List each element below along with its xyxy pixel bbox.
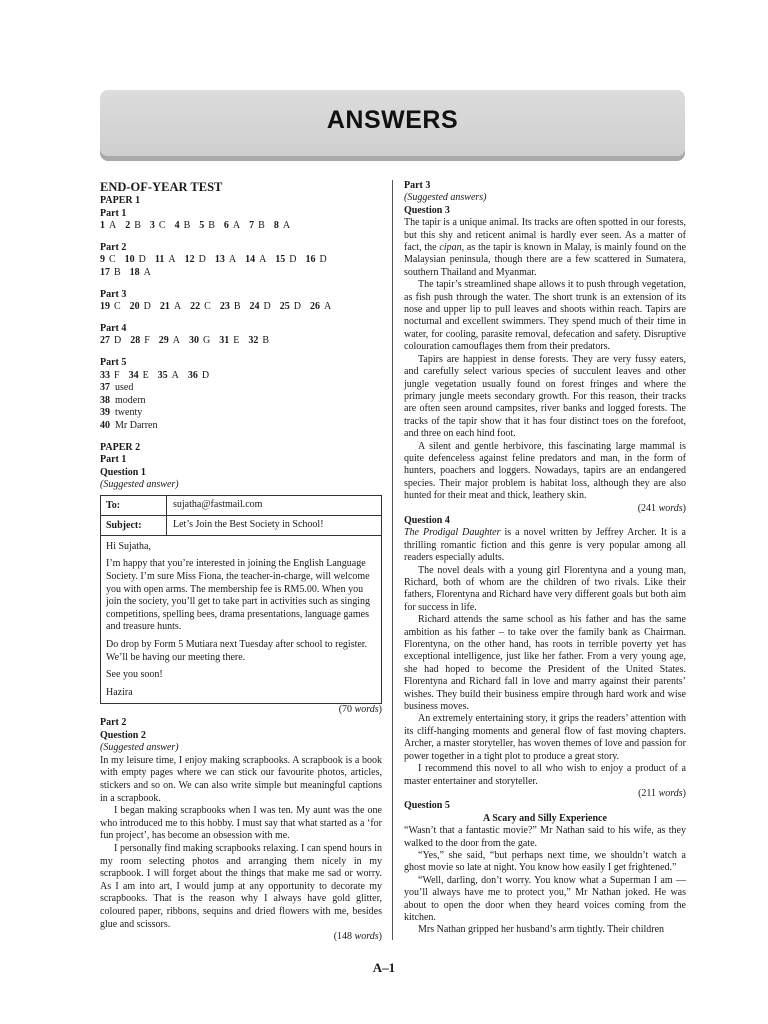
answer-number: 27 [100, 335, 110, 347]
email-to-label: To: [101, 496, 167, 515]
answer-number: 19 [100, 301, 110, 313]
paper1-label: PAPER 1 [100, 195, 141, 206]
answer-value: A [259, 254, 267, 266]
answers-banner [100, 90, 685, 156]
answer-value: D [293, 301, 301, 313]
banner-title: ANSWERS [326, 106, 459, 134]
q1-note: (Suggested answer) [100, 479, 179, 491]
section-title: END-OF-YEAR TEST [100, 180, 223, 194]
q4-paragraph: Richard attends the same school as his father and has the same ambition as his father – to take over the family bank as Chairman. Florentyna, on the other hand, has roots in terrible poverty yet has exceptional intelligence, just like her father. From a very young age, she had hoped to become the President of the United States. Florentyna and Richard fall in love and marry against their parents’ wishes. They build their business empire through hard work and wise business moves. [404, 614, 686, 713]
answer-value: A [143, 266, 151, 278]
p1-part2-answers [100, 254, 382, 279]
answer-value: B [134, 220, 141, 232]
answer-number: 3 [149, 220, 155, 232]
p1-part3-label: Part 3 [100, 288, 127, 300]
answer-value: D [143, 301, 151, 313]
answer-number: 5 [199, 220, 205, 232]
p1-part1-label: Part 1 [100, 207, 127, 219]
q3-word-count: (241 words) [637, 502, 686, 514]
q3-label: Question 3 [404, 204, 450, 216]
answer-number: 33 [100, 369, 110, 381]
paper2-label: PAPER 2 [100, 441, 141, 453]
answer-number: 17 [100, 266, 110, 278]
q4-paragraph: The novel deals with a young girl Florentyna and a young man, Richard, both of whom are the children of two rivals. Like their fathers, Florentyna and Richard have very different goals but both aim for success in life. [404, 564, 686, 613]
part3-label: Part 3 [404, 180, 431, 191]
q5-paragraph: Mrs Nathan gripped her husband’s arm tightly. Their children [418, 924, 665, 936]
answer-number: 2 [125, 220, 131, 232]
answer-number: 7 [249, 220, 255, 232]
q3-paragraph: The tapir’s streamlined shape allows it to push through vegetation, as fish push through the water. The short trunk is an extension of its nose and upper lip to pull leaves and shoots within reach. Tapirs are nocturnal and excellent swimmers. They spend much of their time in water, for cooling, parasite removal, defecation and safety. Disruptive colouration camouflages them from their predators. [404, 279, 686, 353]
list-item: 39 twenty [100, 407, 143, 419]
page-number: A–1 [372, 960, 396, 975]
p1-part5-label: Part 5 [100, 356, 127, 368]
answer-value: D [201, 369, 210, 381]
answer-number: 26 [309, 301, 320, 313]
email-subject-row [101, 516, 381, 536]
answer-value: D [198, 254, 206, 266]
answer-number: 30 [189, 335, 200, 347]
email-subject-value: Let’s Join the Best Society in School! [173, 519, 324, 531]
answer-value: A [109, 220, 117, 232]
q3-paragraph: A silent and gentle herbivore, this fascinating large mammal is quite defenceless against feline predators and man, in the form of hunters, poachers and loggers. Nowadays, tapirs are an endangered species. Their major problem is habitat loss, although they are also hunted for their meat and thick, leathery skin. [404, 440, 686, 502]
left-column [100, 180, 382, 944]
answer-value: C [109, 254, 116, 266]
q4-word-count: (211 words) [638, 787, 686, 799]
q1-word-count: (70 words) [338, 704, 382, 716]
p1-part5-answers [100, 370, 382, 383]
answer-value: A [282, 220, 291, 232]
answer-number: 6 [223, 220, 229, 232]
answer-value: A [173, 301, 182, 313]
answer-value: B [208, 220, 215, 232]
answer-number: 18 [129, 266, 140, 278]
answer-number: 12 [184, 254, 195, 266]
answer-value: F [144, 335, 150, 347]
answer-value: B [233, 301, 241, 313]
p2-part1-label: Part 1 [100, 454, 127, 466]
answer-value: A [171, 369, 179, 381]
answer-number: 10 [124, 254, 135, 266]
email-to-row [101, 496, 381, 516]
answer-number: 29 [158, 335, 169, 347]
answer-value: G [203, 335, 211, 347]
answer-number: 14 [245, 254, 256, 266]
answer-number: 24 [249, 301, 260, 313]
q4-label: Question 4 [404, 514, 450, 526]
q5-paragraph: “Well, darling, don’t worry. You know what a Superman I am — you’ll always have me to protect you,” Mr Nathan joked. He was about to open the door when they heard voices coming from the kitchen. [404, 874, 686, 923]
part3-note: (Suggested answers) [404, 192, 487, 204]
email-box [100, 495, 382, 705]
answer-number: 9 [100, 254, 105, 266]
email-body [101, 536, 381, 704]
answer-value: D [114, 335, 122, 347]
q2-word-count: (148 words) [333, 931, 382, 943]
q3-paragraph: The tapir is a unique animal. Its tracks are often spotted in our forests, but this shy and reticent animal is hardly ever seen. As a matter of fact, the cipan, as the tapir is known in Malay, is mainly found on the Malaysian peninsula, though there are a few scattered in Sumatera, southern Thailand and Myanmar. [404, 217, 687, 278]
q2-paragraph: I began making scrapbooks when I was ten. My aunt was the one who introduced me to this hobby. I must say that what started as a ‘for fun project’, has become an obsession with me. [100, 805, 382, 842]
p1-part5-list [100, 382, 382, 432]
p1-part2-label: Part 2 [100, 241, 127, 253]
answer-number: 13 [214, 254, 225, 266]
answer-value: E [233, 335, 240, 347]
answer-number: 4 [174, 220, 180, 232]
answer-number: 32 [248, 335, 259, 347]
q5-label: Question 5 [404, 800, 450, 812]
answer-row [100, 335, 382, 348]
p1-part1-answers [100, 220, 382, 233]
answer-number: 11 [154, 254, 165, 266]
answer-number: 20 [129, 301, 140, 313]
email-to-value: sujatha@fastmail.com [173, 499, 263, 511]
answer-value: D [289, 254, 297, 266]
email-paragraph: I’m happy that you’re interested in joining the English Language Society. I’m sure Miss Fiona, the teacher-in-charge, will welcome you with open arms. The membership fee is RM5.00. When you join the society, you’ll get to take part in activities such as singing competitions, spelling bees, drama presentations, language games and treasure hunts. [106, 558, 371, 633]
email-greeting: Hi Sujatha, [106, 540, 151, 552]
answer-value: D [138, 254, 146, 266]
right-column [404, 180, 686, 937]
column-divider [392, 180, 393, 940]
answer-number: 31 [219, 335, 230, 347]
answer-value: C [158, 220, 166, 232]
answer-value: B [262, 335, 270, 347]
answer-value: C [114, 301, 121, 313]
answer-value: F [114, 369, 120, 381]
answer-row [100, 267, 382, 280]
q2-note: (Suggested answer) [100, 742, 179, 754]
answer-value: A [172, 335, 181, 347]
p1-part4-label: Part 4 [100, 322, 127, 334]
list-item: 38 modern [100, 394, 146, 406]
q3-paragraph: Tapirs are happiest in dense forests. They are very fussy eaters, and carefully select various species of succulent leaves and other jungle vegetation usually found on forest fringes and where the primary jungle meets secondary growth. For this reason, their tracks are often seen around campsites, river banks and logged forests. The tracks of the tapir show that it has four distinct toes on the forefoot, and three on each hind foot. [404, 353, 686, 440]
list-item: 37 used [100, 382, 134, 394]
answer-number: 36 [187, 369, 198, 381]
answer-value: A [168, 254, 176, 266]
answer-number: 34 [128, 369, 139, 381]
q4-paragraph: An extremely entertaining story, it grips the readers’ attention with its cliff-hanging moments and general flow of fast moving chapters. Archer, a master storyteller, has woven themes of love and passion for power together in a tight plot to produce a great story. [404, 713, 686, 762]
answer-value: A [228, 254, 237, 266]
answer-number: 16 [305, 254, 316, 266]
answer-value: B [114, 266, 121, 278]
email-subject-label: Subject: [101, 516, 167, 535]
q4-paragraph: I recommend this novel to all who wish to enjoy a product of a master entertainer and storyteller. [404, 763, 686, 787]
answer-row [100, 220, 382, 233]
answer-number: 23 [219, 301, 230, 313]
answer-row [100, 301, 382, 314]
p2-part2-label: Part 2 [100, 717, 127, 728]
p1-part4-answers [100, 335, 382, 348]
answer-value: E [142, 369, 149, 381]
email-signature: Hazira [106, 686, 133, 698]
answer-number: 1 [100, 220, 105, 232]
list-item: 40 Mr Darren [100, 419, 158, 431]
answer-value: A [232, 220, 241, 232]
answer-value: D [263, 301, 271, 313]
answer-number: 21 [159, 301, 170, 313]
q5-paragraph: “Yes,” she said, “but perhaps next time, we shouldn’t watch a ghost movie so late at night. You know how easily I get frightened.” [404, 849, 686, 874]
answer-number: 15 [275, 254, 286, 266]
answer-value: B [258, 220, 265, 232]
answer-number: 25 [279, 301, 290, 313]
answer-value: D [319, 254, 327, 266]
answer-number: 35 [157, 369, 168, 381]
email-closing: See you soon! [106, 669, 163, 681]
q4-paragraph: The Prodigal Daughter is a novel written by Jeffrey Archer. It is a thrilling romantic fiction and this genre is very popular among all readers especially adults. [404, 527, 686, 564]
q5-paragraph: “Wasn’t that a fantastic movie?” Mr Nathan said to his wife, as they walked to the door from the gate. [404, 825, 686, 849]
answer-row [100, 370, 382, 383]
answer-number: 8 [273, 220, 279, 232]
answer-number: 28 [130, 335, 141, 347]
q2-paragraph: I personally find making scrapbooks relaxing. I can spend hours in my room selecting photos and arranging them nicely in my scrapbook. I will forget about the things that make me sad or worry. As I am into art, I would jump at any opportunity to decorate my scrapbooks. That is the reason why I always have gold glitter, coloured paper, ribbons, sequins and dried flowers with me, besides glue and scissors. [100, 842, 382, 930]
q5-title: A Scary and Silly Experience [483, 812, 607, 824]
answer-row [100, 254, 382, 267]
q2-paragraph: In my leisure time, I enjoy making scrapbooks. A scrapbook is a book with empty pages where we can stick our favourite photos, articles, stickers and so on. We can also write simple but meaningful captions in a scrapbook. [100, 754, 382, 804]
answer-value: A [323, 301, 332, 313]
p1-part3-answers [100, 301, 382, 314]
answer-number: 22 [190, 301, 201, 313]
answer-value: B [183, 220, 191, 232]
q1-label: Question 1 [100, 466, 146, 478]
answer-value: C [204, 301, 211, 313]
q2-label: Question 2 [100, 729, 146, 741]
email-paragraph: Do drop by Form 5 Mutiara next Tuesday after school to register. We’ll be having our meeting there. [106, 639, 368, 663]
